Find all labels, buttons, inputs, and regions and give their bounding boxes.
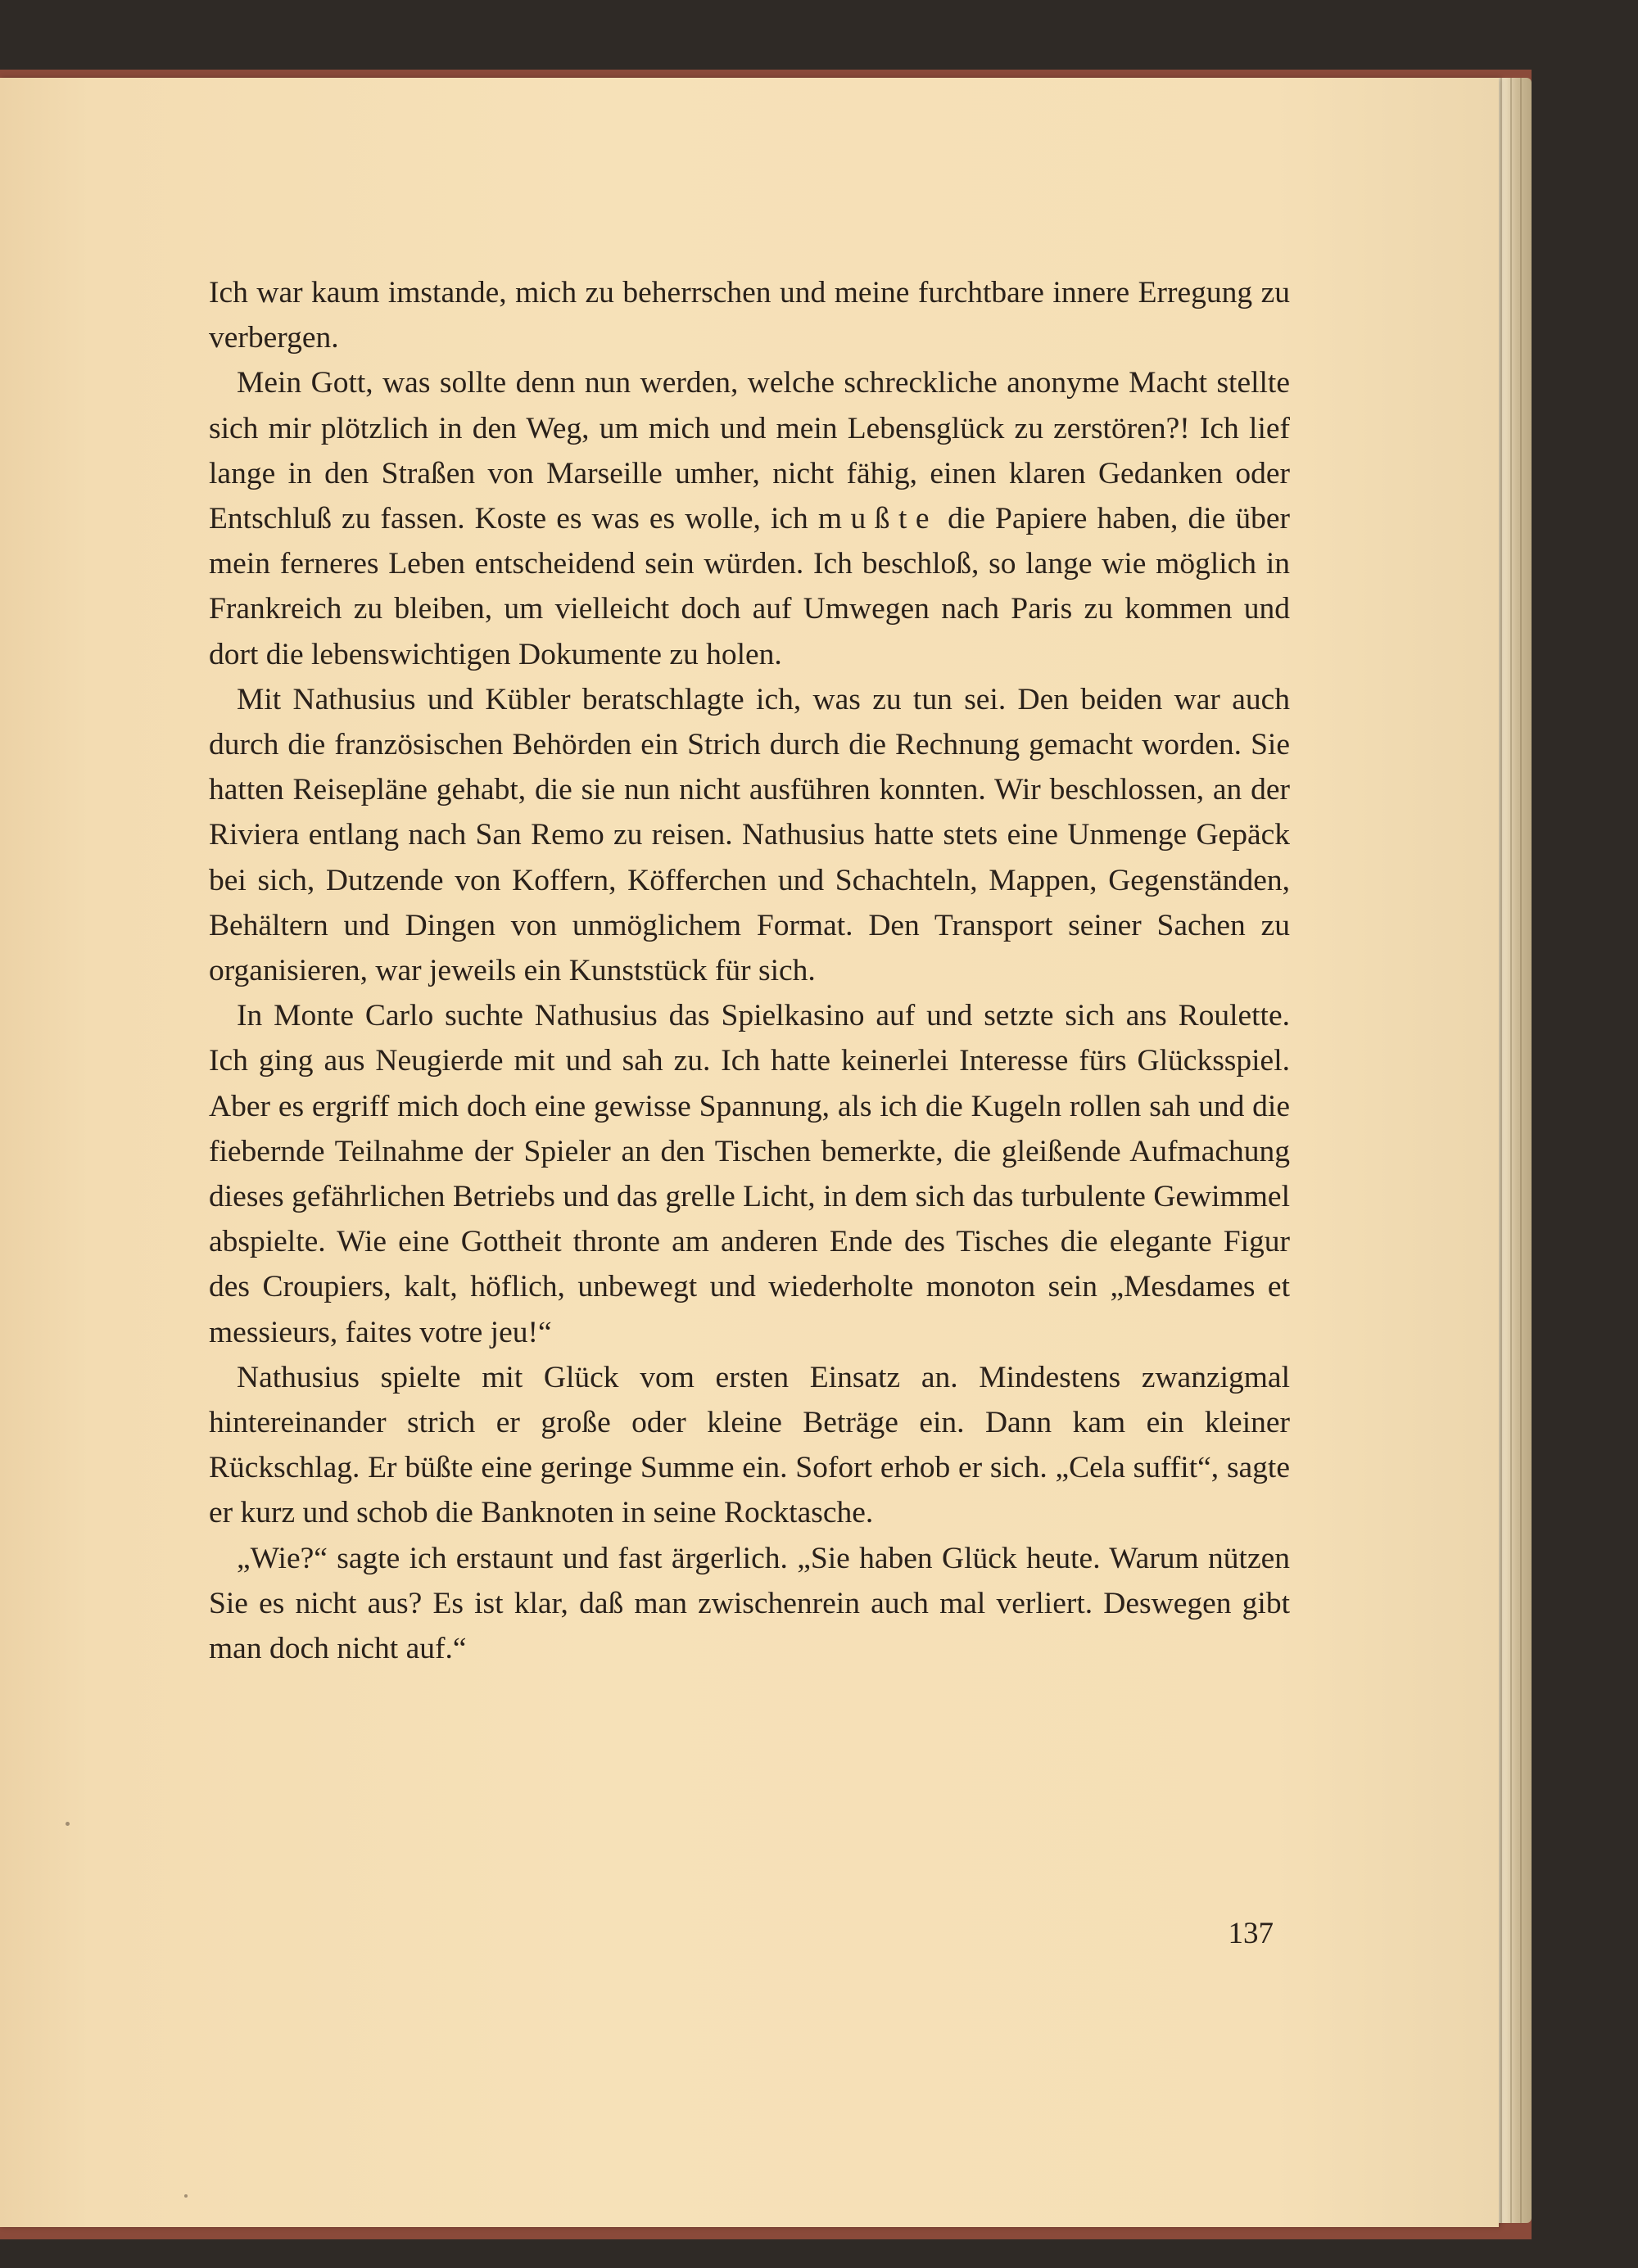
paragraph-2-part-2: die Papiere haben, die über mein ferneres Leben entscheidend sein würden. Ich beschloß, so lange wie möglich in Frankreich zu bleiben, um vielleicht doch auf Umwegen nach Paris zu kommen und dort die lebenswichtigen Dokumente zu holen. [209,502,1290,671]
emphasized-word: mußte [817,502,939,536]
book-page [0,78,1499,2227]
paper-fleck [184,2194,188,2198]
paragraph-4: In Monte Carlo suchte Nathusius das Spielkasino auf und setzte sich ans Roulette. Ich ging aus Neugierde mit und sah zu. Ich hatte keinerlei Interesse fürs Glücksspiel. Aber es ergriff mich doch eine gewisse Spannung, als ich die Kugeln rollen sah und die fiebernde Teilnahme der Spieler an den Tischen bemerkte, die gleißende Aufmachung dieses gefährlichen Betriebs und das grelle Licht, in dem sich das turbulente Gewimmel abspielte. Wie eine Gottheit thronte am anderen Ende des Tisches die elegante Figur des Croupiers, kalt, höflich, unbewegt und wiederholte monoton sein „Mesdames et messieurs, faites votre jeu!“ [209,999,1290,1349]
page-edge-line [1520,78,1522,2223]
paper-fleck [66,1822,70,1826]
page-number: 137 [1228,1917,1274,1950]
paragraph-1: Ich war kaum imstande, mich zu beherrschen und meine furchtbare innere Erregung zu verbergen. [209,276,1290,355]
page-edge-line [1500,78,1502,2223]
paragraph-5: Nathusius spielte mit Glück vom ersten Einsatz an. Mindestens zwanzigmal hintereinander strich er große oder kleine Beträge ein. Dann kam ein kleiner Rückschlag. Er büßte eine geringe Summe ein. Sofort erhob er sich. „Cela suffit“, sagte er kurz und schob die Banknoten in seine Rocktasche. [209,1360,1290,1530]
paragraph-2-part-1: Mein Gott, was sollte denn nun werden, welche schreckliche anonyme Macht stellte sich mir plötzlich in den Weg, um mich und mein Lebensglück zu zerstören?! Ich lief lange in den Straßen von Marseille umher, nicht fähig, einen klaren Gedanken oder Entschluß zu fassen. Koste es was es wolle, ich [209,366,1290,536]
page-edge-line [1510,78,1512,2223]
page-body-text [209,270,1290,1671]
paragraph-2 [209,360,1290,676]
paragraph-6: „Wie?“ sagte ich erstaunt und fast ärgerlich. „Sie haben Glück heute. Warum nützen Sie es nicht aus? Es ist klar, daß man zwischenrein auch mal verliert. Deswegen gibt man doch nicht auf.“ [209,1541,1290,1666]
paragraph-3: Mit Nathusius und Kübler beratschlagte ich, was zu tun sei. Den beiden war auch durch die französischen Behörden ein Strich durch die Rechnung gemacht worden. Sie hatten Reisepläne gehabt, die sie nun nicht ausführen konnten. Wir beschlossen, an der Riviera entlang nach San Remo zu reisen. Nathusius hatte stets eine Unmenge Gepäck bei sich, Dutzende von Koffern, Köfferchen und Schachteln, Mappen, Gegenständen, Behältern und Dingen von unmöglichem Format. Den Transport seiner Sachen zu organisieren, war jeweils ein Kunststück für sich. [209,682,1290,988]
